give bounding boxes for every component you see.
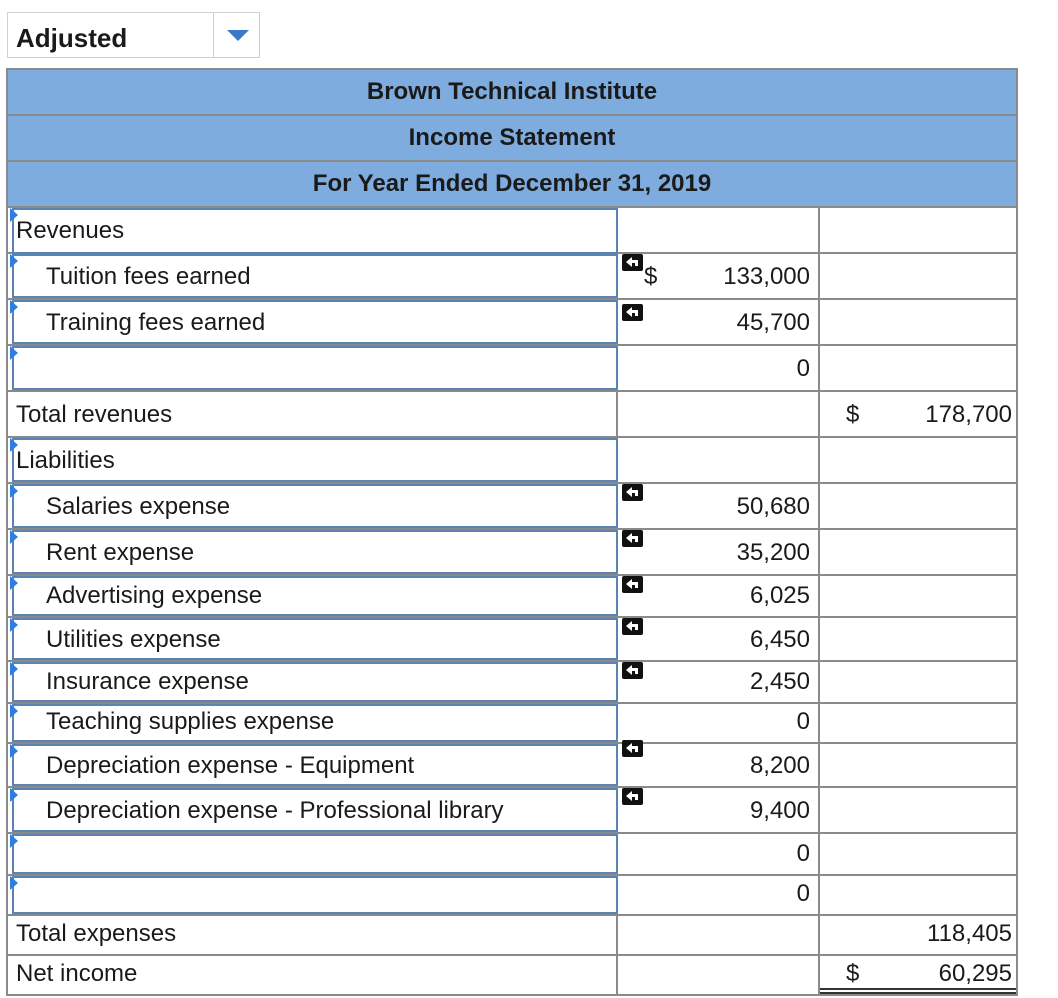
undo-arrow-icon[interactable] [622,788,643,805]
net-income-label: Net income [16,960,138,987]
row-divider [8,914,1016,916]
depreciation-equipment-amount[interactable]: 8,200 [749,752,810,779]
total-expenses-label: Total expenses [16,920,177,947]
row-divider [8,954,1016,956]
dropdown-marker-icon [10,662,18,676]
revenues-heading: Revenues [16,217,125,244]
dollar-sign: $ [644,263,658,290]
salaries-amount[interactable]: 50,680 [736,493,810,520]
undo-arrow-icon[interactable] [622,484,643,501]
dollar-sign: $ [846,960,860,987]
expense-blank-label-field[interactable] [12,834,618,874]
utilities-amount[interactable]: 6,450 [749,626,810,653]
advertising-amount[interactable]: 6,025 [749,582,810,609]
company-name: Brown Technical Institute [8,70,1016,116]
income-statement-sheet [6,68,1018,996]
dropdown-marker-icon [10,788,18,802]
insurance-label: Insurance expense [46,668,249,695]
advertising-label: Advertising expense [46,582,263,609]
dropdown-marker-icon [10,576,18,590]
statement-type-dropdown[interactable] [7,12,260,58]
teaching-supplies-amount[interactable]: 0 [796,708,810,735]
double-underline [820,988,1016,990]
tuition-label: Tuition fees earned [46,263,251,290]
undo-arrow-icon[interactable] [622,576,643,593]
dropdown-marker-icon [10,744,18,758]
revenue-blank-label-field[interactable] [12,346,618,390]
double-underline [820,992,1016,994]
undo-arrow-icon[interactable] [622,304,643,321]
undo-arrow-icon[interactable] [622,618,643,635]
teaching-supplies-label: Teaching supplies expense [46,708,335,735]
row-divider [8,390,1016,392]
rent-amount[interactable]: 35,200 [736,539,810,566]
depreciation-equipment-label: Depreciation expense - Equipment [46,752,415,779]
expense-blank-label-field[interactable] [12,876,618,914]
expenses-heading: Liabilities [16,447,115,474]
tuition-amount[interactable]: 133,000 [723,263,810,290]
total-revenues-label: Total revenues [16,401,173,428]
revenue-blank-amount[interactable]: 0 [796,355,810,382]
dropdown-marker-icon [10,530,18,544]
dropdown-marker-icon [10,484,18,498]
total-revenues-amount[interactable]: 178,700 [925,401,1012,428]
undo-arrow-icon[interactable] [622,530,643,547]
training-amount[interactable]: 45,700 [736,309,810,336]
undo-arrow-icon[interactable] [622,662,643,679]
depreciation-library-amount[interactable]: 9,400 [749,797,810,824]
dropdown-marker-icon [10,618,18,632]
undo-arrow-icon[interactable] [622,740,643,757]
insurance-amount[interactable]: 2,450 [749,668,810,695]
net-income-amount[interactable]: 60,295 [938,960,1012,987]
total-expenses-amount[interactable]: 118,405 [927,920,1012,947]
dropdown-selected-value: Adjusted [16,23,128,53]
statement-title: Income Statement [8,116,1016,162]
dropdown-divider [213,13,214,57]
expense-blank-amount[interactable]: 0 [796,840,810,867]
salaries-label: Salaries expense [46,493,231,520]
utilities-label: Utilities expense [46,626,221,653]
column-divider [818,208,820,996]
expense-blank-amount[interactable]: 0 [796,880,810,907]
rent-label: Rent expense [46,539,195,566]
chevron-down-icon[interactable] [227,30,249,42]
dropdown-marker-icon [10,346,18,360]
dropdown-marker-icon [10,300,18,314]
dropdown-marker-icon [10,704,18,718]
training-label: Training fees earned [46,309,266,336]
statement-period: For Year Ended December 31, 2019 [8,162,1016,208]
dropdown-marker-icon [10,876,18,890]
undo-arrow-icon[interactable] [622,254,643,271]
dropdown-marker-icon [10,834,18,848]
dollar-sign: $ [846,401,860,428]
depreciation-library-label: Depreciation expense - Professional library [46,797,504,824]
dropdown-marker-icon [10,254,18,268]
